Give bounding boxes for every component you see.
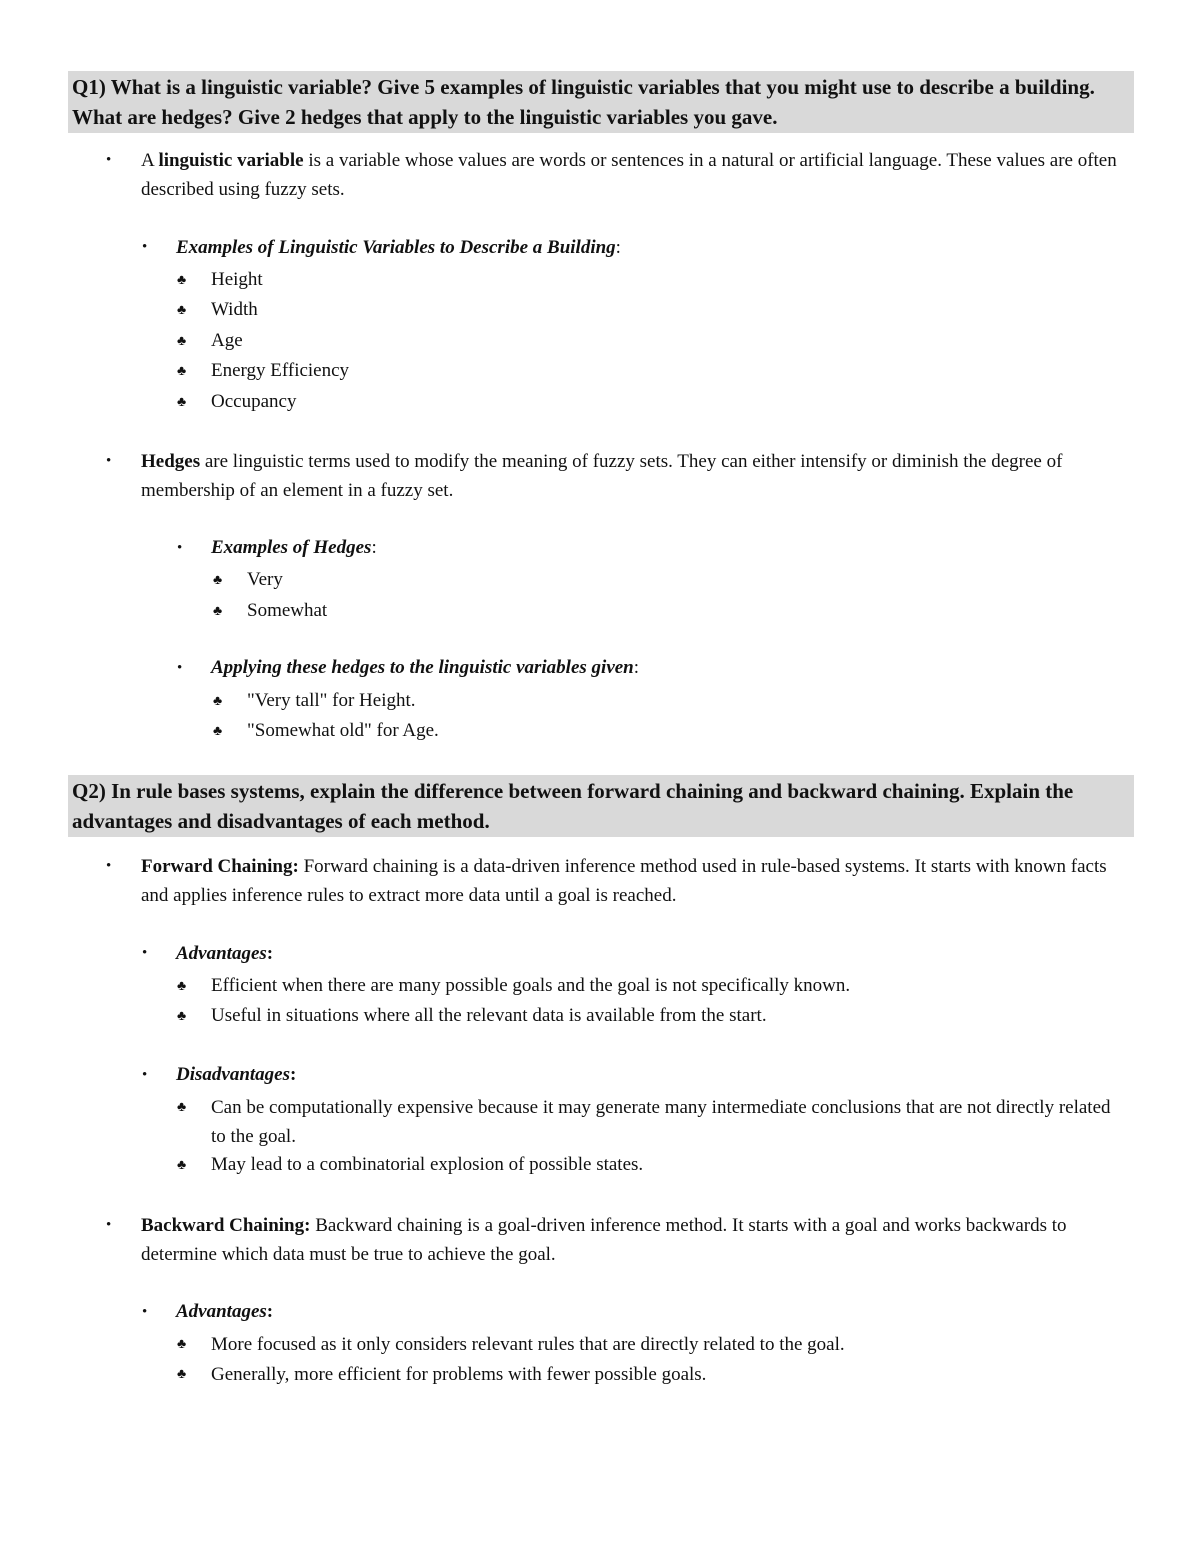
club-icon: ♣ bbox=[177, 1337, 187, 1352]
bullet-icon: • bbox=[142, 1304, 148, 1320]
hedges-definition: Hedges are linguistic terms used to modify the meaning of fuzzy sets. They can either intensify or diminish the degree of membership of an element in a fuzzy set. bbox=[141, 451, 1063, 501]
bullet-icon: • bbox=[142, 945, 148, 961]
club-icon: ♣ bbox=[177, 1158, 187, 1173]
list-item: Age bbox=[211, 330, 243, 351]
list-item: Efficient when there are many possible goals and the goal is not specifically known. bbox=[211, 975, 851, 996]
backward-chaining-definition: Backward Chaining: Backward chaining is a goal-driven inference method. It starts with a goal and works backwards to determine which data must be true to achieve the goal. bbox=[141, 1215, 1067, 1265]
club-icon: ♣ bbox=[213, 724, 223, 739]
forward-disadvantages-title: Disadvantages: bbox=[176, 1064, 297, 1085]
bullet-icon: • bbox=[106, 152, 112, 168]
club-icon: ♣ bbox=[177, 1367, 187, 1382]
hedge-examples-title: Examples of Hedges: bbox=[211, 537, 377, 558]
q1-heading: Q1) What is a linguistic variable? Give 5 examples of linguistic variables that you might use to describe a building. What are hedges? Give 2 hedges that apply to the linguistic variables you gave. bbox=[68, 71, 1134, 133]
list-item: Useful in situations where all the relevant data is available from the start. bbox=[211, 1005, 767, 1026]
list-item: Somewhat bbox=[247, 600, 328, 621]
backward-advantages-title: Advantages: bbox=[176, 1301, 274, 1322]
club-icon: ♣ bbox=[213, 604, 223, 619]
linguistic-variable-definition: A linguistic variable is a variable whose values are words or sentences in a natural or artificial language. These values are often described using fuzzy sets. bbox=[141, 150, 1117, 200]
forward-chaining-definition: Forward Chaining: Forward chaining is a data-driven inference method used in rule-based systems. It starts with known facts and applies inference rules to extract more data until a goal is reached. bbox=[141, 856, 1107, 906]
bullet-icon: • bbox=[177, 660, 183, 676]
club-icon: ♣ bbox=[213, 694, 223, 709]
club-icon: ♣ bbox=[177, 334, 187, 349]
list-item: Height bbox=[211, 269, 263, 290]
list-item: More focused as it only considers relevant rules that are directly related to the goal. bbox=[211, 1334, 845, 1355]
bullet-icon: • bbox=[142, 1067, 148, 1083]
bullet-icon: • bbox=[142, 239, 148, 255]
list-item: Can be computationally expensive because it may generate many intermediate conclusions that are not directly related to the goal. bbox=[211, 1097, 1111, 1147]
bullet-icon: • bbox=[106, 1217, 112, 1233]
list-item: "Somewhat old" for Age. bbox=[247, 720, 439, 741]
club-icon: ♣ bbox=[177, 1009, 187, 1024]
bullet-icon: • bbox=[106, 453, 112, 469]
club-icon: ♣ bbox=[213, 573, 223, 588]
list-item: May lead to a combinatorial explosion of possible states. bbox=[211, 1154, 644, 1175]
club-icon: ♣ bbox=[177, 1100, 187, 1115]
bullet-icon: • bbox=[177, 540, 183, 556]
list-item: "Very tall" for Height. bbox=[247, 690, 416, 711]
club-icon: ♣ bbox=[177, 979, 187, 994]
q2-heading: Q2) In rule bases systems, explain the difference between forward chaining and backward chaining. Explain the advantages and disadvantages of each method. bbox=[68, 775, 1134, 837]
list-item: Generally, more efficient for problems with fewer possible goals. bbox=[211, 1364, 707, 1385]
club-icon: ♣ bbox=[177, 273, 187, 288]
applying-title: Applying these hedges to the linguistic variables given: bbox=[211, 657, 640, 678]
club-icon: ♣ bbox=[177, 364, 187, 379]
club-icon: ♣ bbox=[177, 303, 187, 318]
list-item: Occupancy bbox=[211, 391, 297, 412]
list-item: Energy Efficiency bbox=[211, 360, 350, 381]
examples-title: Examples of Linguistic Variables to Describe a Building: bbox=[176, 237, 621, 258]
club-icon: ♣ bbox=[177, 395, 187, 410]
list-item: Very bbox=[247, 569, 283, 590]
bullet-icon: • bbox=[106, 858, 112, 874]
list-item: Width bbox=[211, 299, 258, 320]
forward-advantages-title: Advantages: bbox=[176, 943, 274, 964]
